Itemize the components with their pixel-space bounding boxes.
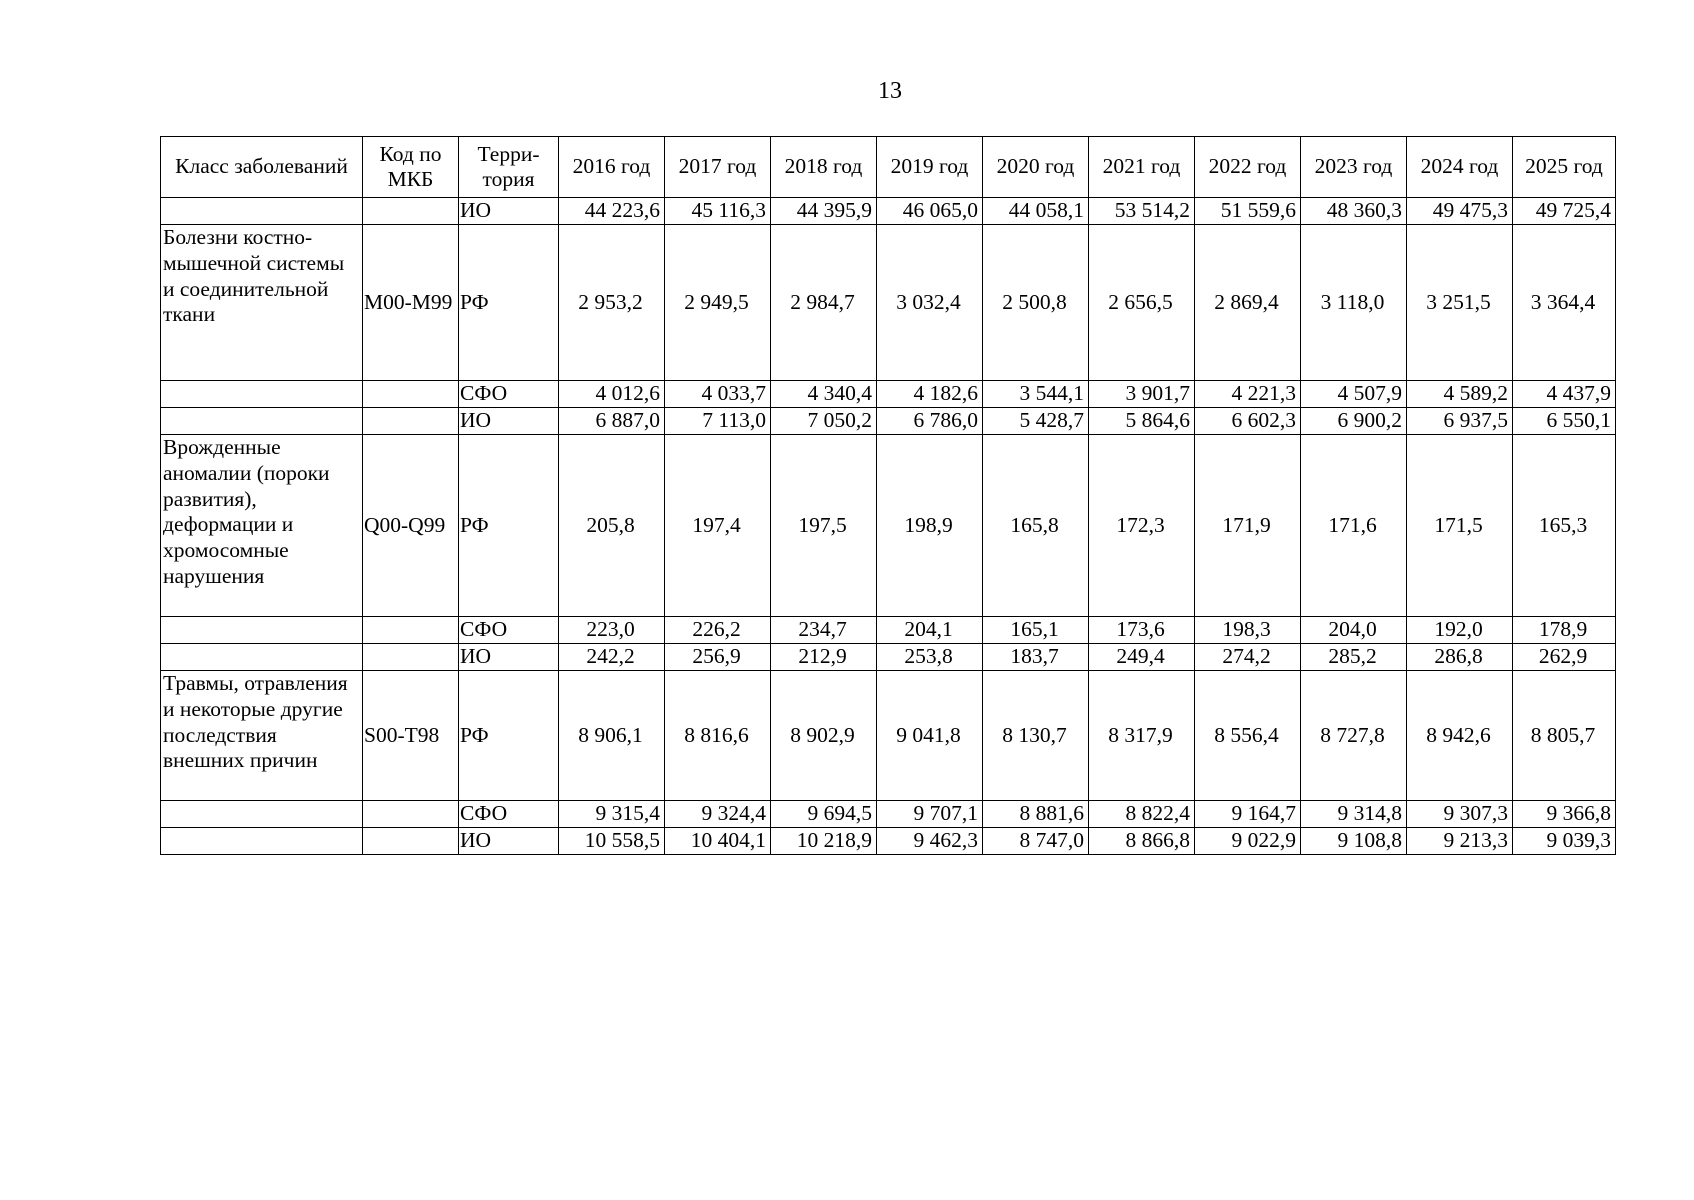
disease-class-cell — [161, 801, 363, 828]
value-cell: 2 984,7 — [771, 225, 877, 381]
table-row — [161, 801, 1616, 828]
value-cell: 171,9 — [1195, 435, 1301, 617]
value-cell: 171,6 — [1301, 435, 1407, 617]
icd-code-cell: Q00-Q99 — [363, 435, 459, 617]
header-year: 2021 год — [1089, 137, 1195, 198]
icd-code-cell — [363, 408, 459, 435]
header-year: 2016 год — [559, 137, 665, 198]
icd-code-cell — [363, 617, 459, 644]
header-class: Класс заболеваний — [161, 137, 363, 198]
value-cell: 286,8 — [1407, 644, 1513, 671]
value-cell: 46 065,0 — [877, 198, 983, 225]
value-cell: 45 116,3 — [665, 198, 771, 225]
value-cell: 7 050,2 — [771, 408, 877, 435]
value-cell: 173,6 — [1089, 617, 1195, 644]
value-cell: 9 307,3 — [1407, 801, 1513, 828]
icd-code-cell: S00-T98 — [363, 671, 459, 801]
value-cell: 8 881,6 — [983, 801, 1089, 828]
value-cell: 9 315,4 — [559, 801, 665, 828]
value-cell: 10 558,5 — [559, 828, 665, 855]
table-row — [161, 225, 1616, 381]
value-cell: 9 324,4 — [665, 801, 771, 828]
icd-code-cell: M00-M99 — [363, 225, 459, 381]
value-cell: 3 251,5 — [1407, 225, 1513, 381]
value-cell: 9 462,3 — [877, 828, 983, 855]
icd-code-cell — [363, 198, 459, 225]
territory-cell: СФО — [459, 801, 559, 828]
territory-cell: ИО — [459, 408, 559, 435]
value-cell: 183,7 — [983, 644, 1089, 671]
value-cell: 8 317,9 — [1089, 671, 1195, 801]
disease-class-cell — [161, 828, 363, 855]
table-row — [161, 435, 1616, 617]
value-cell: 205,8 — [559, 435, 665, 617]
disease-class-cell — [161, 198, 363, 225]
value-cell: 3 364,4 — [1513, 225, 1616, 381]
value-cell: 4 589,2 — [1407, 381, 1513, 408]
value-cell: 198,9 — [877, 435, 983, 617]
value-cell: 49 725,4 — [1513, 198, 1616, 225]
header-year: 2019 год — [877, 137, 983, 198]
value-cell: 9 707,1 — [877, 801, 983, 828]
table-row — [161, 617, 1616, 644]
page-number: 13 — [878, 78, 902, 104]
value-cell: 2 500,8 — [983, 225, 1089, 381]
value-cell: 9 108,8 — [1301, 828, 1407, 855]
table-row — [161, 198, 1616, 225]
value-cell: 3 118,0 — [1301, 225, 1407, 381]
header-year: 2017 год — [665, 137, 771, 198]
header-year: 2023 год — [1301, 137, 1407, 198]
value-cell: 4 221,3 — [1195, 381, 1301, 408]
disease-class-cell: Врожденные аномалии (пороки развития), деформации и хромосомные нарушения — [161, 435, 363, 617]
value-cell: 6 887,0 — [559, 408, 665, 435]
value-cell: 2 949,5 — [665, 225, 771, 381]
value-cell: 8 727,8 — [1301, 671, 1407, 801]
disease-class-cell — [161, 408, 363, 435]
disease-class-cell: Травмы, отравления и некоторые другие последствия внешних причин — [161, 671, 363, 801]
value-cell: 212,9 — [771, 644, 877, 671]
value-cell: 5 428,7 — [983, 408, 1089, 435]
value-cell: 8 866,8 — [1089, 828, 1195, 855]
value-cell: 49 475,3 — [1407, 198, 1513, 225]
value-cell: 6 937,5 — [1407, 408, 1513, 435]
value-cell: 4 507,9 — [1301, 381, 1407, 408]
icd-code-cell — [363, 381, 459, 408]
value-cell: 8 816,6 — [665, 671, 771, 801]
value-cell: 8 556,4 — [1195, 671, 1301, 801]
value-cell: 165,8 — [983, 435, 1089, 617]
value-cell: 226,2 — [665, 617, 771, 644]
value-cell: 6 786,0 — [877, 408, 983, 435]
value-cell: 165,3 — [1513, 435, 1616, 617]
icd-code-cell — [363, 828, 459, 855]
header-year: 2022 год — [1195, 137, 1301, 198]
value-cell: 4 182,6 — [877, 381, 983, 408]
territory-cell: РФ — [459, 671, 559, 801]
value-cell: 6 900,2 — [1301, 408, 1407, 435]
value-cell: 197,4 — [665, 435, 771, 617]
value-cell: 8 906,1 — [559, 671, 665, 801]
value-cell: 9 366,8 — [1513, 801, 1616, 828]
value-cell: 8 805,7 — [1513, 671, 1616, 801]
territory-cell: ИО — [459, 198, 559, 225]
value-cell: 192,0 — [1407, 617, 1513, 644]
value-cell: 9 041,8 — [877, 671, 983, 801]
value-cell: 242,2 — [559, 644, 665, 671]
disease-class-cell: Болезни костно-мышечной системы и соединительной ткани — [161, 225, 363, 381]
value-cell: 249,4 — [1089, 644, 1195, 671]
value-cell: 9 022,9 — [1195, 828, 1301, 855]
value-cell: 204,0 — [1301, 617, 1407, 644]
value-cell: 6 602,3 — [1195, 408, 1301, 435]
territory-cell: РФ — [459, 225, 559, 381]
value-cell: 274,2 — [1195, 644, 1301, 671]
disease-class-cell — [161, 381, 363, 408]
table-row — [161, 644, 1616, 671]
value-cell: 44 058,1 — [983, 198, 1089, 225]
value-cell: 198,3 — [1195, 617, 1301, 644]
value-cell: 10 404,1 — [665, 828, 771, 855]
value-cell: 204,1 — [877, 617, 983, 644]
table-row — [161, 671, 1616, 801]
value-cell: 6 550,1 — [1513, 408, 1616, 435]
territory-cell: ИО — [459, 644, 559, 671]
value-cell: 5 864,6 — [1089, 408, 1195, 435]
value-cell: 8 902,9 — [771, 671, 877, 801]
value-cell: 4 437,9 — [1513, 381, 1616, 408]
table-header — [161, 137, 1616, 198]
disease-class-cell — [161, 617, 363, 644]
territory-cell: СФО — [459, 381, 559, 408]
territory-cell: СФО — [459, 617, 559, 644]
value-cell: 9 164,7 — [1195, 801, 1301, 828]
value-cell: 234,7 — [771, 617, 877, 644]
territory-cell: ИО — [459, 828, 559, 855]
value-cell: 2 869,4 — [1195, 225, 1301, 381]
value-cell: 3 901,7 — [1089, 381, 1195, 408]
table-body — [161, 198, 1616, 855]
value-cell: 9 314,8 — [1301, 801, 1407, 828]
header-year: 2024 год — [1407, 137, 1513, 198]
value-cell: 8 942,6 — [1407, 671, 1513, 801]
disease-class-cell — [161, 644, 363, 671]
value-cell: 8 747,0 — [983, 828, 1089, 855]
value-cell: 256,9 — [665, 644, 771, 671]
value-cell: 4 033,7 — [665, 381, 771, 408]
header-territory: Терри-тория — [459, 137, 559, 198]
icd-code-cell — [363, 801, 459, 828]
value-cell: 4 012,6 — [559, 381, 665, 408]
value-cell: 171,5 — [1407, 435, 1513, 617]
header-year: 2020 год — [983, 137, 1089, 198]
territory-cell: РФ — [459, 435, 559, 617]
value-cell: 2 953,2 — [559, 225, 665, 381]
value-cell: 8 130,7 — [983, 671, 1089, 801]
value-cell: 9 694,5 — [771, 801, 877, 828]
value-cell: 44 223,6 — [559, 198, 665, 225]
value-cell: 197,5 — [771, 435, 877, 617]
value-cell: 51 559,6 — [1195, 198, 1301, 225]
icd-code-cell — [363, 644, 459, 671]
morbidity-table — [160, 136, 1616, 855]
value-cell: 2 656,5 — [1089, 225, 1195, 381]
table-row — [161, 408, 1616, 435]
value-cell: 3 544,1 — [983, 381, 1089, 408]
header-year: 2025 год — [1513, 137, 1616, 198]
value-cell: 9 039,3 — [1513, 828, 1616, 855]
value-cell: 10 218,9 — [771, 828, 877, 855]
value-cell: 3 032,4 — [877, 225, 983, 381]
value-cell: 165,1 — [983, 617, 1089, 644]
value-cell: 253,8 — [877, 644, 983, 671]
value-cell: 8 822,4 — [1089, 801, 1195, 828]
value-cell: 4 340,4 — [771, 381, 877, 408]
value-cell: 53 514,2 — [1089, 198, 1195, 225]
header-year: 2018 год — [771, 137, 877, 198]
value-cell: 9 213,3 — [1407, 828, 1513, 855]
value-cell: 223,0 — [559, 617, 665, 644]
table-row — [161, 828, 1616, 855]
value-cell: 178,9 — [1513, 617, 1616, 644]
table-row — [161, 381, 1616, 408]
value-cell: 262,9 — [1513, 644, 1616, 671]
value-cell: 172,3 — [1089, 435, 1195, 617]
value-cell: 44 395,9 — [771, 198, 877, 225]
value-cell: 285,2 — [1301, 644, 1407, 671]
value-cell: 48 360,3 — [1301, 198, 1407, 225]
header-code: Код по МКБ — [363, 137, 459, 198]
value-cell: 7 113,0 — [665, 408, 771, 435]
